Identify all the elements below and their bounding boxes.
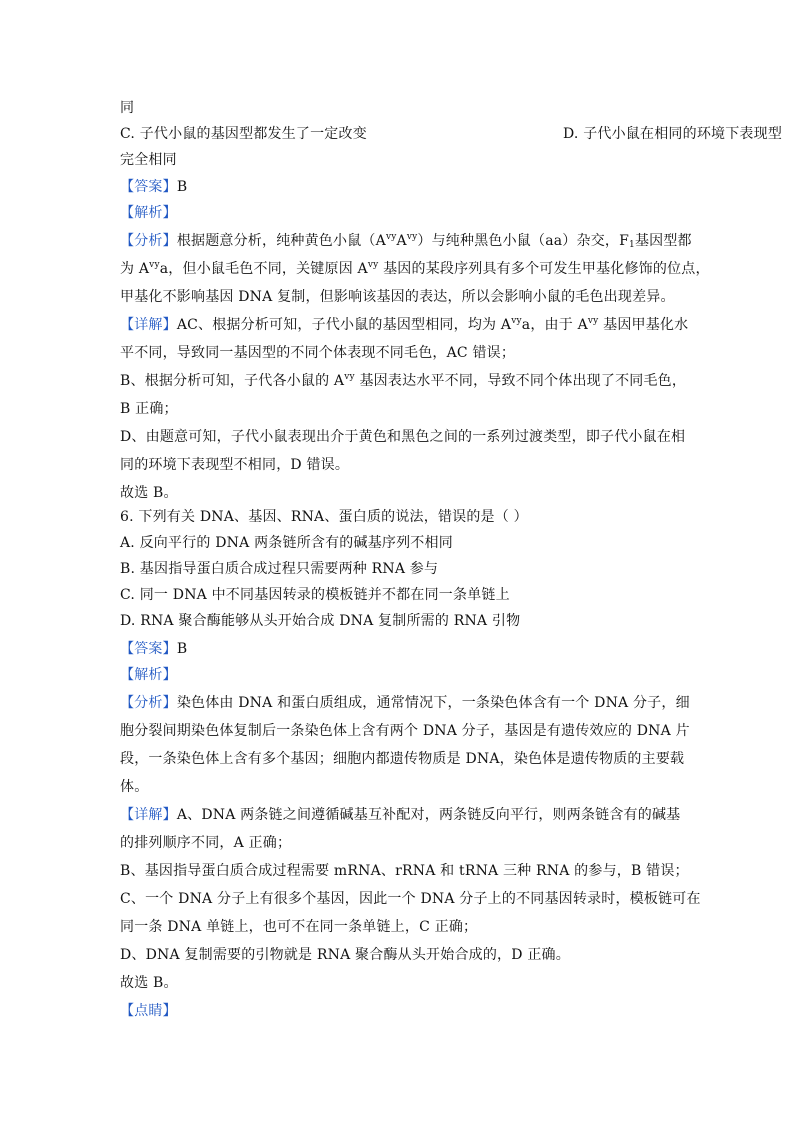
comment-tag: 【点睛】 — [120, 1003, 177, 1019]
detail-line: D、由题意可知，子代小鼠表现出介于黄色和黑色之间的一系列过渡类型，即子代小鼠在相 — [120, 429, 686, 445]
conclusion-line: 故选 B。 — [120, 485, 178, 501]
answer-tag: 【答案】 — [120, 641, 177, 657]
option-a: A. 反向平行的 DNA 两条链所含有的碱基序列不相同 — [120, 535, 453, 551]
analysis-line: 【分析】根据题意分析，纯种黄色小鼠$(A^{vy}A^{vy})$与纯种黑色小鼠（aa）杂交，$F_1$基因型都 — [120, 232, 692, 250]
detail-line: 平不同，导致同一基因型的不同个体表现不同毛色，AC 错误； — [120, 345, 516, 361]
option-c: C. 子代小鼠的基因型都发生了一定改变 — [120, 126, 367, 142]
detail-line: C、一个 DNA 分子上有很多个基因，因此一个 DNA 分子上的不同基因转录时，模板链可在 — [120, 891, 701, 907]
text-line: 完全相同 — [120, 152, 177, 168]
answer-value: B — [176, 641, 188, 657]
answer-value: B — [176, 179, 188, 195]
detail-line: D、DNA 复制需要的引物就是 RNA 聚合酶从头开始合成的，D 正确。 — [120, 947, 570, 963]
option-d: D. 子代小鼠在相同的环境下表现型 — [563, 126, 783, 142]
analysis-tag: 【解析】 — [120, 667, 177, 683]
detail-line: 的排列顺序不同，A 正确； — [120, 835, 292, 851]
analysis-line: 胞分裂间期染色体复制后一条染色体上含有两个 DNA 分子，基因是有遗传效应的 DNA 片 — [120, 723, 690, 739]
option-d: D. RNA 聚合酶能够从头开始合成 DNA 复制所需的 RNA 引物 — [120, 613, 521, 629]
detail-line: 【详解】A、DNA 两条链之间遵循碱基互补配对，两条链反向平行，则两条链含有的碱基 — [120, 807, 681, 823]
analysis-line: 为 $A^{vy}a$，但小鼠毛色不同，关键原因 $A^{vy}$ 基因的某段序列具有多个可发生甲基化修饰的位点， — [120, 260, 710, 277]
conclusion-line: 故选 B。 — [120, 975, 178, 991]
question-stem: 6. 下列有关 DNA、基因、RNA、蛋白质的说法，错误的是（ ） — [120, 509, 528, 525]
option-row — [120, 123, 783, 145]
text-line: 同 — [120, 100, 135, 116]
option-b: B. 基因指导蛋白质合成过程只需要两种 RNA 参与 — [120, 561, 439, 577]
detail-line: B、基因指导蛋白质合成过程需要 mRNA、rRNA 和 tRNA 三种 RNA 的参与，B 错误； — [120, 863, 689, 879]
answer-tag: 【答案】 — [120, 179, 177, 195]
detail-line: 同一条 DNA 单链上，也可不在同一条单链上，C 正确； — [120, 919, 478, 935]
analysis-tag: 【解析】 — [120, 205, 177, 221]
detail-line: B、根据分析可知，子代各小鼠的 $A^{vy}$ 基因表达水平不同，导致不同个体出现了不同毛色， — [120, 372, 687, 389]
option-c: C. 同一 DNA 中不同基因转录的模板链并不都在同一条单链上 — [120, 587, 510, 603]
analysis-line: 甲基化不影响基因 DNA 复制，但影响该基因的表达，所以会影响小鼠的毛色出现差异。 — [120, 289, 675, 305]
analysis-line: 体。 — [120, 779, 149, 795]
detail-line: B 正确； — [120, 401, 178, 417]
analysis-line: 段，一条染色体上含有多个基因；细胞内都遗传物质是 DNA，染色体是遗传物质的主要载 — [120, 751, 685, 767]
detail-line: 同的环境下表现型不相同，D 错误。 — [120, 457, 350, 473]
answer-line — [120, 176, 680, 198]
analysis-line: 【分析】染色体由 DNA 和蛋白质组成，通常情况下，一条染色体含有一个 DNA 分子，细 — [120, 695, 690, 711]
answer-line — [120, 638, 680, 660]
detail-line: 【详解】AC、根据分析可知，子代小鼠的基因型相同，均为 $A^{vy}a$，由于 $A^{vy}$ 基因甲基化水 — [120, 316, 689, 333]
